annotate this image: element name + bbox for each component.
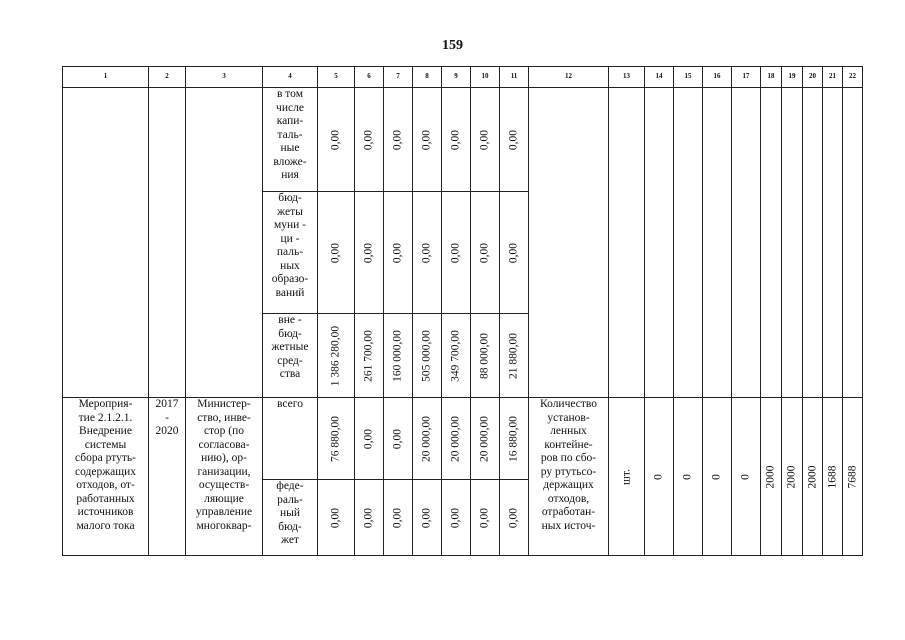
empty-cell — [732, 88, 761, 398]
column-number: 11 — [500, 67, 529, 88]
target-cell: 1688 — [823, 398, 843, 556]
funding-source-total: всего — [263, 398, 318, 480]
column-number: 1 — [63, 67, 149, 88]
value-cell: 0,00 — [442, 192, 471, 314]
column-number: 5 — [318, 67, 355, 88]
target-cell: 0 — [703, 398, 732, 556]
value-cell: 0,00 — [355, 480, 384, 556]
column-number: 12 — [529, 67, 609, 88]
value-cell: 0,00 — [318, 192, 355, 314]
column-number: 22 — [843, 67, 863, 88]
value-cell: 76 880,00 — [318, 398, 355, 480]
value-cell: 20 000,00 — [413, 398, 442, 480]
value-cell: 20 000,00 — [471, 398, 500, 480]
target-cell: 0 — [732, 398, 761, 556]
target-cell: 2000 — [782, 398, 803, 556]
funding-source-capital: в том числе капи- таль- ные вложе- ния — [263, 88, 318, 192]
unit-cell: шт. — [609, 398, 645, 556]
empty-cell — [609, 88, 645, 398]
value-cell: 505 000,00 — [413, 314, 442, 398]
budget-table — [62, 66, 863, 556]
target-cell: 2000 — [803, 398, 823, 556]
column-number: 20 — [803, 67, 823, 88]
empty-cell — [186, 88, 263, 398]
column-number-row — [63, 67, 863, 88]
empty-cell — [674, 88, 703, 398]
funding-source-extrabudget: вне - бюд- жетные сред- ства — [263, 314, 318, 398]
indicator-name: Количество установ- ленных контейне- ров по сбо- ру ртутьсо- держащих отходов, отработан- ных источ- — [529, 398, 609, 556]
value-cell: 0,00 — [500, 480, 529, 556]
value-cell: 0,00 — [384, 88, 413, 192]
value-cell: 20 000,00 — [442, 398, 471, 480]
value-cell: 0,00 — [471, 480, 500, 556]
column-number: 19 — [782, 67, 803, 88]
column-number: 21 — [823, 67, 843, 88]
value-cell: 0,00 — [442, 88, 471, 192]
value-cell: 0,00 — [355, 192, 384, 314]
value-cell: 0,00 — [442, 480, 471, 556]
value-cell: 0,00 — [355, 88, 384, 192]
empty-cell — [149, 88, 186, 398]
value-cell: 0,00 — [471, 192, 500, 314]
column-number: 4 — [263, 67, 318, 88]
value-cell: 21 880,00 — [500, 314, 529, 398]
value-cell: 88 000,00 — [471, 314, 500, 398]
target-cell: 2000 — [761, 398, 782, 556]
funding-source-federal: феде- раль- ный бюд- жет — [263, 480, 318, 556]
measure-period: 2017 - 2020 — [149, 398, 186, 556]
column-number: 6 — [355, 67, 384, 88]
column-number: 18 — [761, 67, 782, 88]
column-number: 7 — [384, 67, 413, 88]
value-cell: 261 700,00 — [355, 314, 384, 398]
column-number: 16 — [703, 67, 732, 88]
empty-cell — [529, 88, 609, 398]
column-number: 15 — [674, 67, 703, 88]
column-number: 14 — [645, 67, 674, 88]
value-cell: 0,00 — [318, 88, 355, 192]
value-cell: 0,00 — [413, 88, 442, 192]
measure-name: Мероприя- тие 2.1.2.1. Внедрение системы сбора ртуть- содержащих отходов, от- работанных источников малого тока — [63, 398, 149, 556]
empty-cell — [843, 88, 863, 398]
value-cell: 1 386 280,00 — [318, 314, 355, 398]
value-cell: 0,00 — [500, 88, 529, 192]
column-number: 17 — [732, 67, 761, 88]
target-cell: 0 — [674, 398, 703, 556]
value-cell: 0,00 — [384, 192, 413, 314]
empty-cell — [703, 88, 732, 398]
column-number: 2 — [149, 67, 186, 88]
column-number: 9 — [442, 67, 471, 88]
empty-cell — [63, 88, 149, 398]
page-number: 159 — [442, 38, 463, 53]
measure-executor: Министер- ство, инве- стор (по согласова- нию), ор- ганизации, осуществ- ляющие управление многоквар- — [186, 398, 263, 556]
value-cell: 0,00 — [413, 480, 442, 556]
value-cell: 0,00 — [471, 88, 500, 192]
empty-cell — [782, 88, 803, 398]
value-cell: 0,00 — [500, 192, 529, 314]
value-cell: 16 880,00 — [500, 398, 529, 480]
column-number: 3 — [186, 67, 263, 88]
value-cell: 0,00 — [384, 398, 413, 480]
column-number: 8 — [413, 67, 442, 88]
empty-cell — [761, 88, 782, 398]
column-number: 13 — [609, 67, 645, 88]
value-cell: 0,00 — [413, 192, 442, 314]
empty-cell — [803, 88, 823, 398]
value-cell: 0,00 — [318, 480, 355, 556]
value-cell: 0,00 — [384, 480, 413, 556]
column-number: 10 — [471, 67, 500, 88]
empty-cell — [823, 88, 843, 398]
target-cell: 0 — [645, 398, 674, 556]
value-cell: 0,00 — [355, 398, 384, 480]
table-row — [63, 88, 863, 192]
value-cell: 349 700,00 — [442, 314, 471, 398]
empty-cell — [645, 88, 674, 398]
target-cell: 7688 — [843, 398, 863, 556]
value-cell: 160 000,00 — [384, 314, 413, 398]
funding-source-municipal: бюд- жеты муни - ци - паль- ных образо- ваний — [263, 192, 318, 314]
table-row — [63, 398, 863, 480]
